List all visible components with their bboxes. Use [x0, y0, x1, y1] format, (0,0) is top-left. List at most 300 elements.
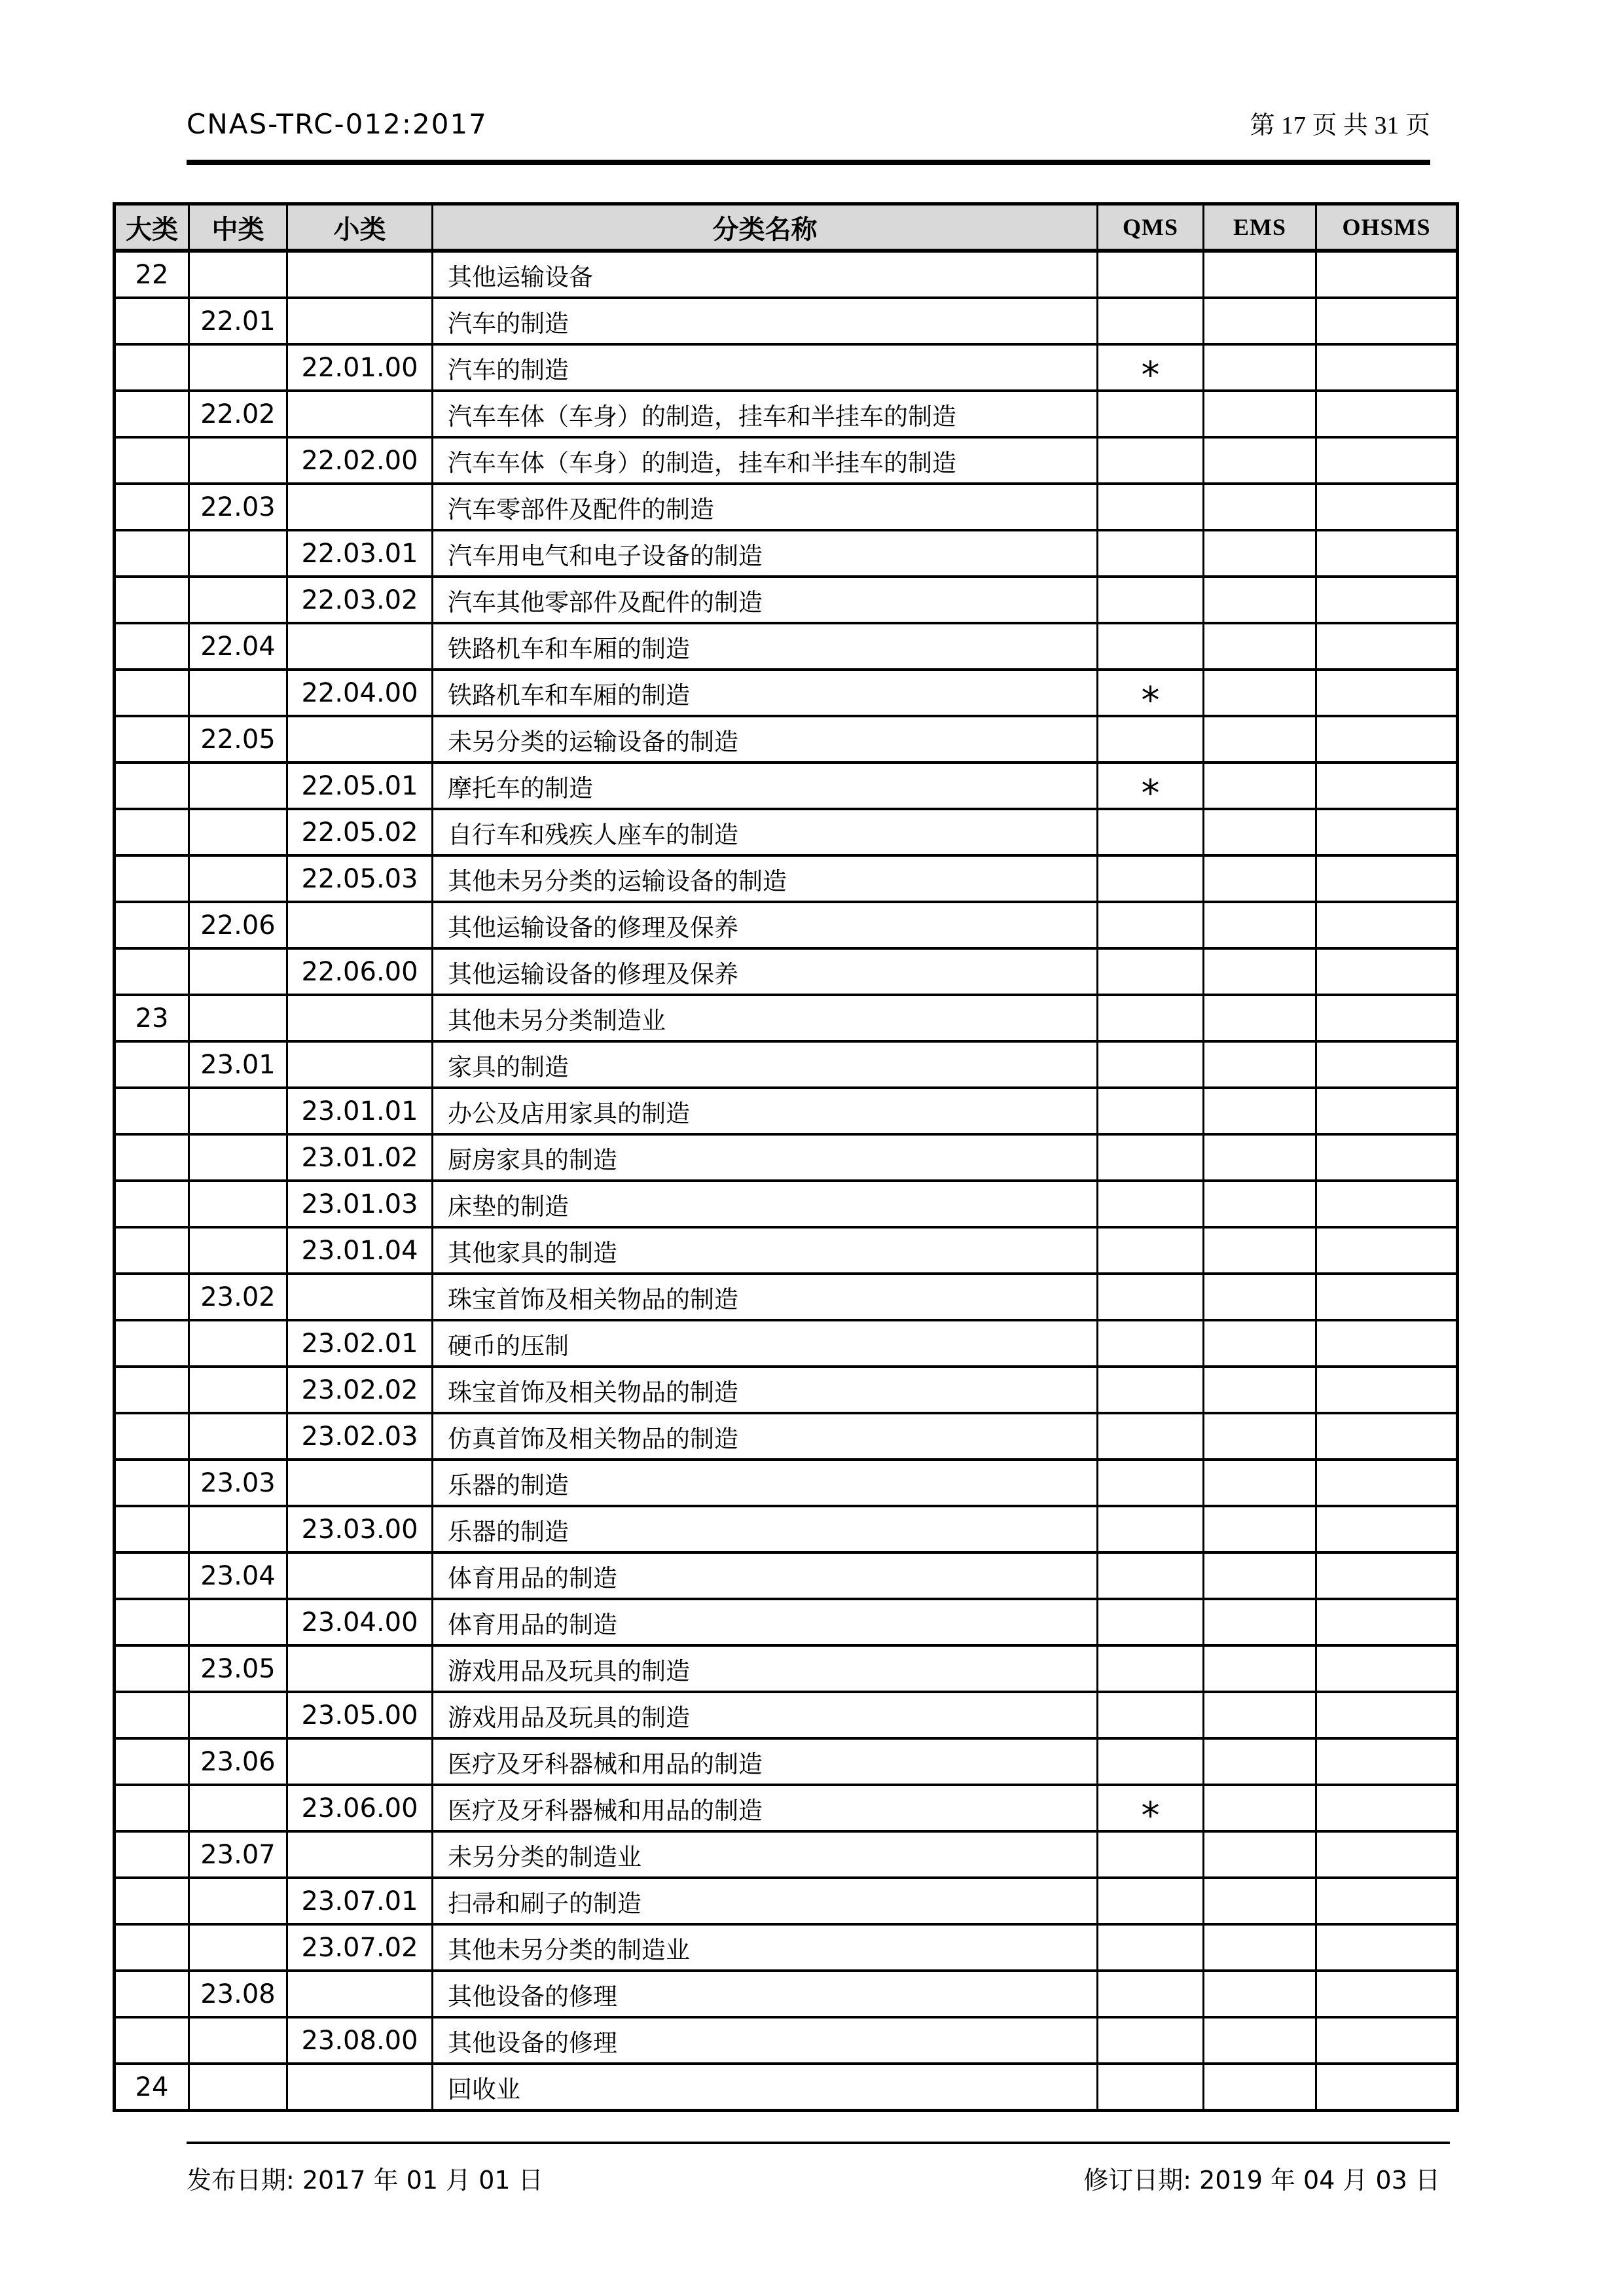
cell-mid	[189, 577, 287, 623]
cell-name: 家具的制造	[433, 1041, 1098, 1088]
cell-major	[115, 577, 189, 623]
cell-sub: 22.06.00	[287, 948, 433, 995]
cell-ohsms	[1316, 1785, 1458, 1831]
cell-ohsms	[1316, 1367, 1458, 1413]
cell-qms	[1098, 2064, 1204, 2111]
cell-ems	[1204, 437, 1316, 484]
cell-mid	[189, 1924, 287, 1971]
table-row	[115, 948, 1458, 995]
cell-name: 其他未另分类的运输设备的制造	[433, 855, 1098, 902]
cell-qms	[1098, 391, 1204, 437]
cell-ems	[1204, 2017, 1316, 2064]
cell-ohsms	[1316, 623, 1458, 670]
table-row	[115, 1460, 1458, 1506]
cell-name: 其他家具的制造	[433, 1227, 1098, 1274]
table-row	[115, 1692, 1458, 1738]
cell-ohsms	[1316, 577, 1458, 623]
table-row	[115, 1878, 1458, 1924]
cell-qms	[1098, 902, 1204, 948]
cell-mid	[189, 1413, 287, 1460]
cell-name: 摩托车的制造	[433, 762, 1098, 809]
cell-sub: 23.01.03	[287, 1181, 433, 1227]
column-header-sub: 小类	[287, 204, 433, 251]
cell-name: 汽车车体（车身）的制造，挂车和半挂车的制造	[433, 437, 1098, 484]
cell-sub	[287, 391, 433, 437]
qms-asterisk: *	[1141, 1795, 1160, 1831]
cell-ohsms	[1316, 530, 1458, 577]
cell-sub: 23.03.00	[287, 1506, 433, 1552]
cell-mid	[189, 948, 287, 995]
cell-ems	[1204, 1181, 1316, 1227]
cell-mid	[189, 855, 287, 902]
cell-major	[115, 1413, 189, 1460]
cell-ems	[1204, 1971, 1316, 2017]
cell-major	[115, 1041, 189, 1088]
cell-ohsms	[1316, 344, 1458, 391]
cell-sub	[287, 902, 433, 948]
table-row	[115, 855, 1458, 902]
cell-ohsms	[1316, 1599, 1458, 1645]
cell-ems	[1204, 1831, 1316, 1878]
cell-ems	[1204, 1645, 1316, 1692]
cell-sub	[287, 716, 433, 762]
cell-ohsms	[1316, 1831, 1458, 1878]
cell-ohsms	[1316, 1274, 1458, 1320]
cell-sub: 23.02.02	[287, 1367, 433, 1413]
cell-ohsms	[1316, 1924, 1458, 1971]
table-row	[115, 762, 1458, 809]
cell-qms	[1098, 1924, 1204, 1971]
table-row	[115, 484, 1458, 530]
cell-sub: 22.03.02	[287, 577, 433, 623]
cell-sub: 22.03.01	[287, 530, 433, 577]
cell-sub: 23.07.01	[287, 1878, 433, 1924]
cell-major	[115, 298, 189, 344]
cell-ohsms	[1316, 1645, 1458, 1692]
cell-major	[115, 1460, 189, 1506]
cell-major	[115, 855, 189, 902]
cell-mid	[189, 2017, 287, 2064]
cell-name: 仿真首饰及相关物品的制造	[433, 1413, 1098, 1460]
cell-mid	[189, 1227, 287, 1274]
cell-sub	[287, 623, 433, 670]
cell-qms	[1098, 670, 1204, 716]
cell-ohsms	[1316, 1227, 1458, 1274]
cell-ohsms	[1316, 437, 1458, 484]
table-row	[115, 1552, 1458, 1599]
cell-major	[115, 1831, 189, 1878]
cell-ohsms	[1316, 2064, 1458, 2111]
cell-mid: 23.05	[189, 1645, 287, 1692]
table-row	[115, 251, 1458, 298]
cell-ems	[1204, 2064, 1316, 2111]
table-row	[115, 1506, 1458, 1552]
cell-qms	[1098, 1738, 1204, 1785]
cell-major	[115, 1506, 189, 1552]
cell-sub: 23.01.01	[287, 1088, 433, 1134]
cell-name: 硬币的压制	[433, 1320, 1098, 1367]
cell-major	[115, 1552, 189, 1599]
cell-qms	[1098, 1413, 1204, 1460]
cell-qms	[1098, 1692, 1204, 1738]
cell-name: 厨房家具的制造	[433, 1134, 1098, 1181]
cell-mid: 23.04	[189, 1552, 287, 1599]
cell-mid: 22.01	[189, 298, 287, 344]
table-row	[115, 1599, 1458, 1645]
table-row	[115, 995, 1458, 1041]
cell-name: 床垫的制造	[433, 1181, 1098, 1227]
table-row	[115, 298, 1458, 344]
cell-ems	[1204, 344, 1316, 391]
cell-sub	[287, 1274, 433, 1320]
cell-mid: 22.06	[189, 902, 287, 948]
cell-qms	[1098, 855, 1204, 902]
cell-ohsms	[1316, 1413, 1458, 1460]
cell-ohsms	[1316, 1460, 1458, 1506]
cell-sub	[287, 1971, 433, 2017]
cell-major	[115, 1181, 189, 1227]
cell-sub	[287, 298, 433, 344]
cell-qms	[1098, 995, 1204, 1041]
cell-sub	[287, 1645, 433, 1692]
cell-major	[115, 437, 189, 484]
cell-ohsms	[1316, 1878, 1458, 1924]
cell-sub: 23.05.00	[287, 1692, 433, 1738]
cell-major	[115, 623, 189, 670]
cell-qms	[1098, 1506, 1204, 1552]
document-code: CNAS-TRC-012:2017	[187, 108, 488, 140]
cell-name: 未另分类的制造业	[433, 1831, 1098, 1878]
cell-ems	[1204, 1924, 1316, 1971]
cell-ems	[1204, 484, 1316, 530]
cell-qms	[1098, 1785, 1204, 1831]
cell-ems	[1204, 623, 1316, 670]
cell-major	[115, 1320, 189, 1367]
cell-ohsms	[1316, 1088, 1458, 1134]
cell-ohsms	[1316, 298, 1458, 344]
cell-name: 汽车零部件及配件的制造	[433, 484, 1098, 530]
column-header-mid: 中类	[189, 204, 287, 251]
cell-sub: 22.02.00	[287, 437, 433, 484]
qms-asterisk: *	[1141, 772, 1160, 809]
column-header-ems: EMS	[1204, 204, 1316, 251]
cell-ems	[1204, 762, 1316, 809]
cell-ohsms	[1316, 670, 1458, 716]
cell-sub: 22.05.01	[287, 762, 433, 809]
cell-ems	[1204, 1227, 1316, 1274]
column-header-major: 大类	[115, 204, 189, 251]
cell-sub: 23.04.00	[287, 1599, 433, 1645]
cell-qms	[1098, 716, 1204, 762]
page-number: 第 17 页 共 31 页	[1250, 112, 1430, 139]
cell-major	[115, 1274, 189, 1320]
cell-mid: 23.07	[189, 1831, 287, 1878]
table-row	[115, 1320, 1458, 1367]
cell-ems	[1204, 1460, 1316, 1506]
table-row	[115, 1971, 1458, 2017]
column-header-qms: QMS	[1098, 204, 1204, 251]
cell-ohsms	[1316, 1041, 1458, 1088]
cell-sub: 23.08.00	[287, 2017, 433, 2064]
table-row	[115, 1181, 1458, 1227]
cell-name: 其他设备的修理	[433, 1971, 1098, 2017]
cell-sub	[287, 995, 433, 1041]
cell-mid	[189, 809, 287, 855]
cell-qms	[1098, 1599, 1204, 1645]
cell-major	[115, 1971, 189, 2017]
cell-mid	[189, 530, 287, 577]
cell-mid	[189, 2064, 287, 2111]
column-header-ohsms: OHSMS	[1316, 204, 1458, 251]
cell-mid	[189, 762, 287, 809]
cell-qms	[1098, 1274, 1204, 1320]
cell-name: 珠宝首饰及相关物品的制造	[433, 1274, 1098, 1320]
cell-qms	[1098, 1552, 1204, 1599]
cell-mid: 23.06	[189, 1738, 287, 1785]
cell-mid	[189, 1599, 287, 1645]
classification-table	[113, 202, 1459, 2112]
cell-major	[115, 670, 189, 716]
cell-ems	[1204, 670, 1316, 716]
cell-ems	[1204, 1552, 1316, 1599]
cell-sub	[287, 1460, 433, 1506]
header-rule	[187, 160, 1430, 165]
cell-ohsms	[1316, 948, 1458, 995]
cell-mid	[189, 1785, 287, 1831]
cell-name: 其他运输设备的修理及保养	[433, 948, 1098, 995]
cell-ems	[1204, 1320, 1316, 1367]
cell-ems	[1204, 1738, 1316, 1785]
cell-major: 23	[115, 995, 189, 1041]
cell-sub: 22.05.03	[287, 855, 433, 902]
cell-mid	[189, 1088, 287, 1134]
table-row	[115, 530, 1458, 577]
cell-ohsms	[1316, 995, 1458, 1041]
cell-name: 其他未另分类制造业	[433, 995, 1098, 1041]
cell-ohsms	[1316, 762, 1458, 809]
cell-name: 乐器的制造	[433, 1506, 1098, 1552]
cell-major	[115, 344, 189, 391]
cell-qms	[1098, 1831, 1204, 1878]
cell-major	[115, 1134, 189, 1181]
table-header-row	[115, 204, 1458, 251]
table-row	[115, 1831, 1458, 1878]
cell-sub	[287, 2064, 433, 2111]
table-row	[115, 1738, 1458, 1785]
cell-qms	[1098, 623, 1204, 670]
cell-mid: 23.08	[189, 1971, 287, 2017]
cell-qms	[1098, 948, 1204, 995]
table-row	[115, 716, 1458, 762]
cell-mid	[189, 1367, 287, 1413]
cell-mid	[189, 1878, 287, 1924]
table-row	[115, 1227, 1458, 1274]
cell-ohsms	[1316, 902, 1458, 948]
cell-sub: 23.06.00	[287, 1785, 433, 1831]
qms-asterisk: *	[1141, 354, 1160, 391]
publish-date: 发布日期: 2017 年 01 月 01 日	[187, 2166, 543, 2195]
cell-mid	[189, 1692, 287, 1738]
cell-ohsms	[1316, 2017, 1458, 2064]
cell-name: 铁路机车和车厢的制造	[433, 623, 1098, 670]
cell-ohsms	[1316, 855, 1458, 902]
cell-ohsms	[1316, 1320, 1458, 1367]
cell-major	[115, 2017, 189, 2064]
cell-ems	[1204, 577, 1316, 623]
cell-name: 医疗及牙科器械和用品的制造	[433, 1738, 1098, 1785]
cell-qms	[1098, 251, 1204, 298]
table-row	[115, 344, 1458, 391]
cell-name: 医疗及牙科器械和用品的制造	[433, 1785, 1098, 1831]
cell-name: 扫帚和刷子的制造	[433, 1878, 1098, 1924]
cell-name: 其他未另分类的制造业	[433, 1924, 1098, 1971]
cell-ems	[1204, 251, 1316, 298]
revision-date: 修订日期: 2019 年 04 月 03 日	[1083, 2166, 1440, 2195]
cell-ems	[1204, 1088, 1316, 1134]
cell-name: 办公及店用家具的制造	[433, 1088, 1098, 1134]
cell-qms	[1098, 1878, 1204, 1924]
cell-sub: 23.01.02	[287, 1134, 433, 1181]
table-row	[115, 437, 1458, 484]
table-row	[115, 1041, 1458, 1088]
qms-asterisk: *	[1141, 679, 1160, 716]
cell-mid: 22.04	[189, 623, 287, 670]
cell-major	[115, 716, 189, 762]
cell-qms	[1098, 1460, 1204, 1506]
column-header-name: 分类名称	[433, 204, 1098, 251]
cell-sub: 22.04.00	[287, 670, 433, 716]
cell-qms	[1098, 437, 1204, 484]
cell-major	[115, 1227, 189, 1274]
cell-ems	[1204, 1785, 1316, 1831]
table-row	[115, 1785, 1458, 1831]
cell-major	[115, 530, 189, 577]
cell-ems	[1204, 855, 1316, 902]
cell-qms	[1098, 530, 1204, 577]
cell-qms	[1098, 1088, 1204, 1134]
table-row	[115, 1413, 1458, 1460]
cell-name: 汽车车体（车身）的制造，挂车和半挂车的制造	[433, 391, 1098, 437]
cell-qms	[1098, 809, 1204, 855]
cell-qms	[1098, 1041, 1204, 1088]
table-row	[115, 2017, 1458, 2064]
cell-major	[115, 1367, 189, 1413]
cell-ems	[1204, 1274, 1316, 1320]
cell-name: 汽车的制造	[433, 344, 1098, 391]
cell-ohsms	[1316, 1181, 1458, 1227]
table-row	[115, 577, 1458, 623]
cell-qms	[1098, 1320, 1204, 1367]
cell-ems	[1204, 809, 1316, 855]
cell-name: 游戏用品及玩具的制造	[433, 1645, 1098, 1692]
cell-major	[115, 1785, 189, 1831]
cell-mid: 23.03	[189, 1460, 287, 1506]
cell-sub	[287, 1831, 433, 1878]
cell-major: 22	[115, 251, 189, 298]
cell-ohsms	[1316, 1692, 1458, 1738]
cell-mid: 22.02	[189, 391, 287, 437]
cell-major	[115, 1599, 189, 1645]
cell-name: 体育用品的制造	[433, 1599, 1098, 1645]
cell-name: 汽车其他零部件及配件的制造	[433, 577, 1098, 623]
table-body	[115, 251, 1458, 2111]
cell-ems	[1204, 1413, 1316, 1460]
cell-mid	[189, 437, 287, 484]
table-row	[115, 1088, 1458, 1134]
cell-sub: 23.01.04	[287, 1227, 433, 1274]
cell-qms	[1098, 1181, 1204, 1227]
cell-mid	[189, 344, 287, 391]
cell-name: 游戏用品及玩具的制造	[433, 1692, 1098, 1738]
cell-ems	[1204, 298, 1316, 344]
cell-sub	[287, 1552, 433, 1599]
cell-major	[115, 1645, 189, 1692]
cell-major	[115, 391, 189, 437]
cell-qms	[1098, 2017, 1204, 2064]
cell-mid: 23.02	[189, 1274, 287, 1320]
cell-sub: 23.02.03	[287, 1413, 433, 1460]
cell-ems	[1204, 1506, 1316, 1552]
cell-qms	[1098, 1645, 1204, 1692]
cell-major	[115, 1878, 189, 1924]
cell-ems	[1204, 1134, 1316, 1181]
cell-major	[115, 948, 189, 995]
cell-mid	[189, 995, 287, 1041]
cell-ems	[1204, 530, 1316, 577]
cell-ems	[1204, 902, 1316, 948]
cell-qms	[1098, 344, 1204, 391]
cell-sub	[287, 1041, 433, 1088]
cell-name: 乐器的制造	[433, 1460, 1098, 1506]
cell-name: 汽车的制造	[433, 298, 1098, 344]
cell-name: 铁路机车和车厢的制造	[433, 670, 1098, 716]
cell-name: 体育用品的制造	[433, 1552, 1098, 1599]
table-row	[115, 1645, 1458, 1692]
cell-ohsms	[1316, 809, 1458, 855]
cell-sub	[287, 484, 433, 530]
cell-sub: 23.07.02	[287, 1924, 433, 1971]
table-row	[115, 623, 1458, 670]
cell-ems	[1204, 391, 1316, 437]
cell-qms	[1098, 1227, 1204, 1274]
cell-qms	[1098, 577, 1204, 623]
cell-ohsms	[1316, 1738, 1458, 1785]
cell-mid	[189, 1134, 287, 1181]
cell-ohsms	[1316, 1971, 1458, 2017]
table-row	[115, 1924, 1458, 1971]
cell-mid	[189, 1320, 287, 1367]
cell-ohsms	[1316, 1134, 1458, 1181]
cell-ems	[1204, 948, 1316, 995]
cell-major	[115, 1924, 189, 1971]
table-row	[115, 809, 1458, 855]
cell-major	[115, 1088, 189, 1134]
cell-ems	[1204, 716, 1316, 762]
cell-qms	[1098, 1367, 1204, 1413]
cell-name: 回收业	[433, 2064, 1098, 2111]
cell-major	[115, 1692, 189, 1738]
cell-ohsms	[1316, 251, 1458, 298]
cell-major	[115, 484, 189, 530]
cell-ems	[1204, 1367, 1316, 1413]
table-row	[115, 1367, 1458, 1413]
cell-major	[115, 902, 189, 948]
cell-qms	[1098, 484, 1204, 530]
page-footer	[187, 2160, 1440, 2196]
cell-mid	[189, 670, 287, 716]
cell-name: 珠宝首饰及相关物品的制造	[433, 1367, 1098, 1413]
page-header	[187, 105, 1430, 141]
